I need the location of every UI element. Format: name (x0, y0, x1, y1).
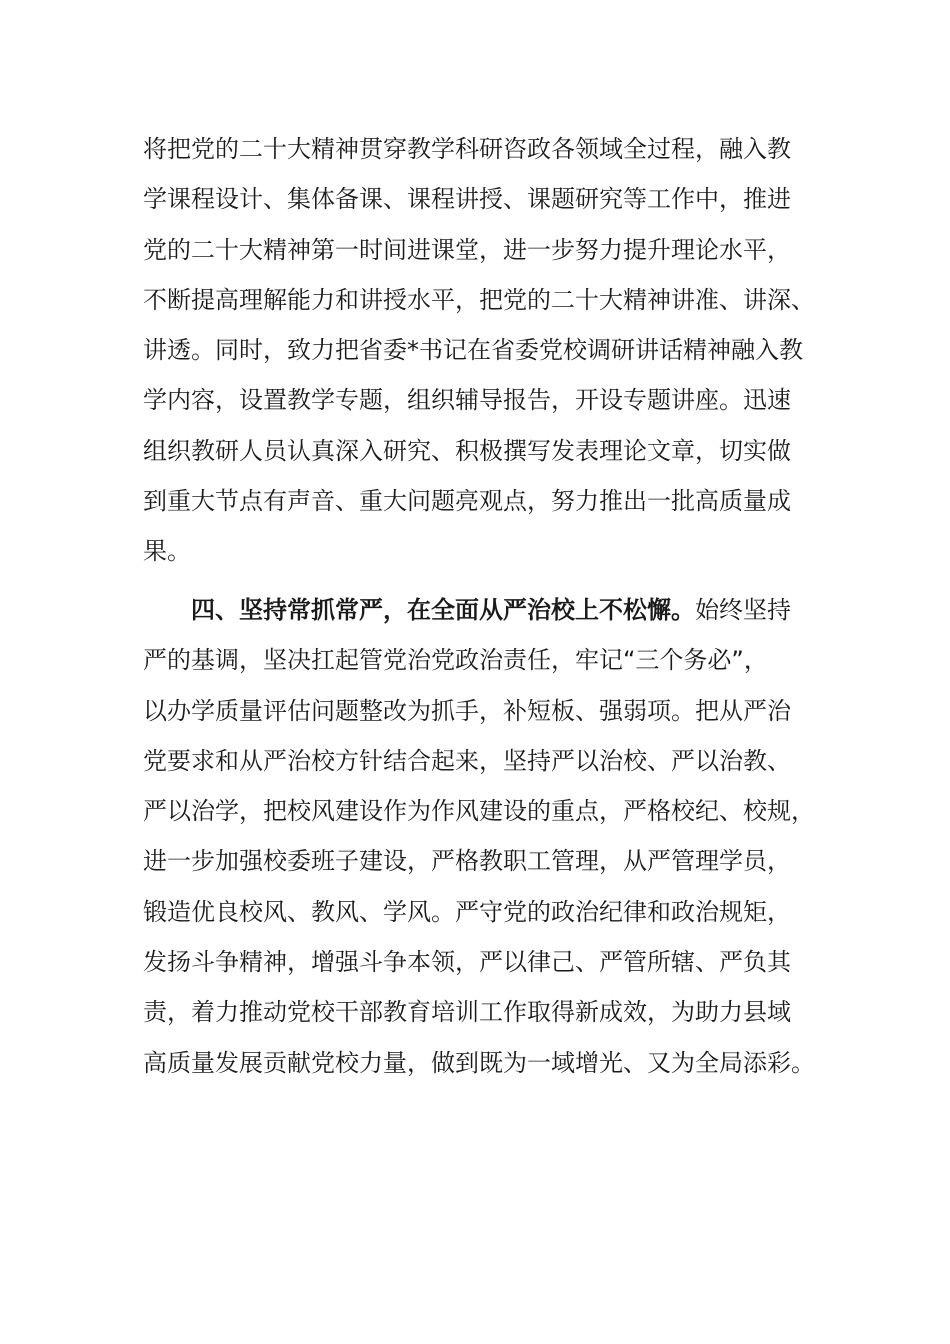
paragraph-2-line: 锻造优良校风、教风、学风。严守党的政治纪律和政治规矩， (143, 897, 791, 926)
paragraph-2-line: 严的基调，坚决扛起管党治党政治责任，牢记“三个务必”， (143, 646, 768, 675)
paragraph-2-line: 严以治学，把校风建设作为作风建设的重点，严格校纪、校规， (143, 797, 815, 826)
paragraph-1-line: 学内容，设置教学专题，组织辅导报告，开设专题讲座。迅速 (143, 386, 791, 415)
paragraph-2-first-line-text: 始终坚持 (695, 596, 791, 624)
paragraph-2 (143, 585, 823, 1088)
paragraph-1-line: 不断提高理解能力和讲授水平，把党的二十大精神讲准、讲深、 (143, 285, 815, 314)
paragraph-1-line: 将把党的二十大精神贯穿教学科研咨政各领域全过程，融入教 (143, 135, 791, 163)
paragraph-2-line: 发扬斗争精神，增强斗争本领，严以律己、严管所辖、严负其 (143, 948, 791, 977)
paragraph-1 (143, 124, 823, 577)
paragraph-2-line: 责，着力推动党校干部教育培训工作取得新成效，为助力县域 (143, 998, 791, 1027)
paragraph-1-line: 讲透。同时，致力把省委*书记在省委党校调研讲话精神融入教 (143, 336, 803, 365)
paragraph-1-line: 党的二十大精神第一时间进课堂，进一步努力提升理论水平， (143, 235, 791, 264)
paragraph-1-line: 果。 (143, 537, 191, 566)
paragraph-1-line: 到重大节点有声音、重大问题亮观点，努力推出一批高质量成 (143, 487, 791, 516)
paragraph-2-first-line (143, 585, 823, 635)
section-heading: 四、坚持常抓常严，在全面从严治校上不松懈。 (191, 596, 695, 624)
paragraph-2-line: 以办学质量评估问题整改为抓手，补短板、强弱项。把从严治 (143, 696, 791, 725)
paragraph-2-line: 进一步加强校委班子建设，严格教职工管理，从严管理学员， (143, 847, 791, 876)
paragraph-1-line: 组织教研人员认真深入研究、积极撰写发表理论文章，切实做 (143, 436, 791, 465)
paragraph-2-line: 党要求和从严治校方针结合起来，坚持严以治校、严以治教、 (143, 746, 791, 775)
paragraph-1-line: 学课程设计、集体备课、课程讲授、课题研究等工作中，推进 (143, 185, 791, 214)
paragraph-2-line: 高质量发展贡献党校力量，做到既为一域增光、又为全局添彩。 (143, 1048, 815, 1077)
